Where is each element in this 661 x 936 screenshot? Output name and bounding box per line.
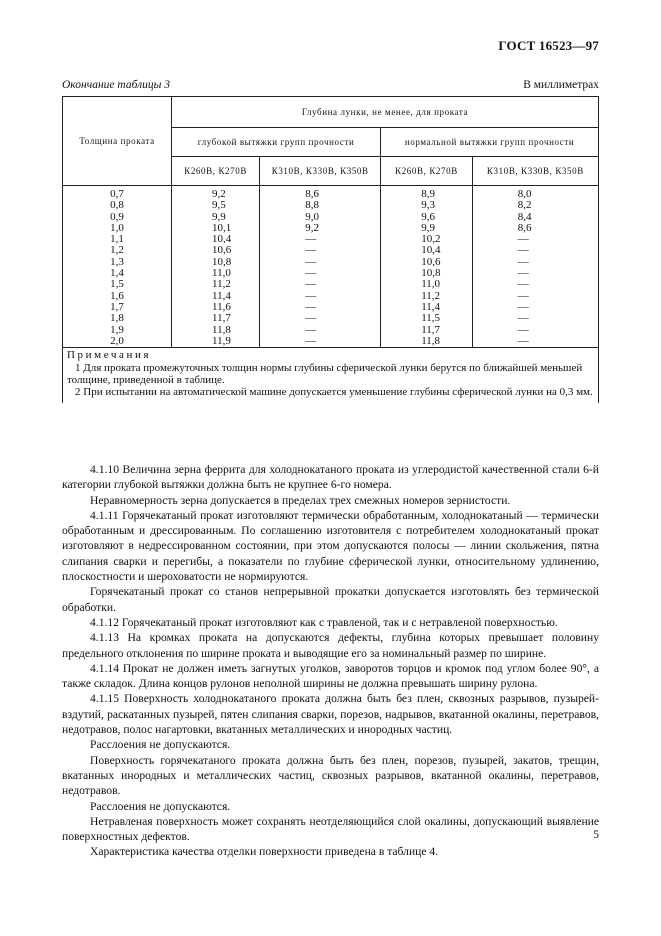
table-cell: 9,5: [212, 199, 226, 212]
table-cell: —: [305, 323, 317, 336]
note-1: 1 Для проката промежуточных толщин нормы глубины сферической лунки берутся по ближайшей меньшей толщине, приведенной в таблице.: [67, 362, 583, 386]
table-cell: —: [305, 267, 317, 280]
table-cell: 9,2: [305, 221, 319, 234]
column-deep-k310: [260, 186, 381, 348]
header-thickness: Толщина проката: [63, 97, 172, 186]
table-cell: 11,4: [212, 289, 231, 302]
table-cell: 1,3: [110, 255, 124, 268]
table-3: [62, 96, 599, 403]
table-cell: 9,2: [212, 188, 226, 200]
table-cell: 11,2: [212, 278, 231, 291]
paragraph: 4.1.14 Прокат не должен иметь загнутых уголков, заворотов торцов и кромок под углом более 90°, а также складок. Длина концов рулонов неполной ширины не должна превышать ширину рулона.: [62, 661, 599, 691]
note-2: 2 При испытании на автоматической машине допускается уменьшение глубины сферической лунки на 0,3 мм.: [75, 386, 593, 399]
table-cell: 8,6: [305, 188, 319, 200]
paragraph: Расслоения не допускаются.: [90, 799, 231, 813]
table-cell: —: [517, 267, 529, 280]
table-cell: —: [517, 244, 529, 257]
column-normal-k310: [472, 186, 598, 348]
standard-header: ГОСТ 16523—97: [498, 38, 599, 53]
table-cell: 0,8: [110, 199, 124, 212]
table-cell: 8,9: [421, 188, 435, 200]
table-cell: 8,0: [517, 188, 532, 200]
body-text: [62, 462, 599, 860]
table-cell: 1,4: [110, 267, 124, 280]
table-cell: 1,8: [110, 312, 124, 325]
table-notes: [63, 348, 599, 404]
table-cell: 11,0: [212, 267, 231, 280]
table-cell: —: [305, 244, 317, 257]
table-cell: —: [305, 278, 317, 291]
paragraph: 4.1.10 Величина зерна феррита для холоднокатаного проката из углеродистой качественной стали 6-й категории глубокой вытяжки должна быть не крупнее 6-го номера.: [62, 463, 599, 492]
subheader-normal-k260: К260В, К270В: [381, 157, 473, 186]
table-cell: 10,6: [212, 244, 232, 257]
table-cell: —: [517, 278, 529, 291]
notes-title: Примечания: [67, 349, 152, 362]
table-cell: 10,1: [212, 221, 232, 234]
column-thickness: [63, 186, 172, 348]
table-cell: 1,6: [110, 289, 124, 302]
table-cell: —: [517, 233, 529, 246]
page-number: 5: [593, 829, 599, 841]
table-cell: —: [305, 300, 317, 313]
header-depth: Глубина лунки, не менее, для проката: [172, 97, 599, 128]
table-cell: 0,9: [110, 210, 124, 223]
paragraph: Неравномерность зерна допускается в пределах трех смежных номеров зернистости.: [90, 493, 511, 507]
subheader-deep-k260: К260В, К270В: [172, 157, 260, 186]
table-cell: —: [517, 323, 529, 336]
table-cell: 11,4: [421, 300, 441, 313]
table-cell: 8,2: [517, 199, 532, 212]
column-deep-k260: [172, 186, 260, 348]
paragraph: 4.1.12 Горячекатаный прокат изготовляют как с травленой, так и с нетравленой поверхностью.: [90, 615, 558, 629]
table-units: В миллиметрах: [523, 79, 599, 91]
table-cell: —: [517, 300, 529, 313]
paragraph: 4.1.11 Горячекатаный прокат изготовляют термически обработанным, холоднокатаный — термически обработанным и дрессированным. По соглашению изготовителя с потребителем холоднокатаный прокат изготовляют в недрессированном состоянии, при этом допускаются полосы — линии скольжения, пятна слипания сварки и перегибы, а показатели по глубине сферической лунки, относительному удлинению, плоскостности и шероховатости не нормируются.: [62, 508, 599, 584]
header-deep-draw: глубокой вытяжки групп прочности: [172, 128, 381, 157]
table-cell: 10,2: [421, 233, 441, 246]
table-cell: —: [305, 334, 317, 347]
table-cell: —: [305, 289, 317, 302]
table-cell: 9,0: [305, 210, 319, 223]
subheader-normal-k310: К310В, К330В, К350В: [472, 157, 598, 186]
table-cell: 10,4: [421, 244, 441, 257]
table-cell: 11,5: [421, 312, 441, 325]
table-cell: 8,8: [305, 199, 319, 212]
table-cell: 1,0: [110, 221, 124, 234]
table-cell: —: [517, 255, 529, 268]
paragraph: 4.1.15 Поверхность холоднокатаного проката должна быть без плен, сквозных разрывов, пузырей-вздутий, раскатанных пузырей, пятен слипания сварки, порезов, надрывов, вкатанной окалины, перетравов, недотравов, полос нагартовки, вкатанных металлических и инородных частиц.: [62, 692, 599, 737]
subheader-deep-k310: К310В, К330В, К350В: [260, 157, 381, 186]
table-cell: 11,9: [212, 334, 231, 347]
table-cell: 2,0: [110, 334, 124, 347]
table-cell: 8,4: [517, 210, 532, 223]
table-cell: 1,2: [110, 244, 124, 257]
table-cell: 10,6: [421, 255, 441, 268]
header-normal-draw: нормальной вытяжки групп прочности: [381, 128, 599, 157]
table-cell: 11,8: [421, 334, 441, 347]
table-cell: 10,8: [212, 255, 232, 268]
table-cell: —: [305, 255, 317, 268]
table-cell: 1,9: [110, 323, 124, 336]
table-cell: 9,9: [212, 210, 226, 223]
table-cell: 1,7: [110, 300, 124, 313]
paragraph: Нетравленая поверхность может сохранять неотделяющийся слой окалины, допускающий выявление поверхностных дефектов.: [62, 814, 599, 844]
paragraph: Поверхность горячекатаного проката должна быть без плен, порезов, пузырей, закатов, трещин, вкатанных инородных и металлических частиц, сквозных разрывов, вкатанной окалины, перетравов, недотравов.: [62, 753, 599, 798]
column-normal-k260: [381, 186, 473, 348]
table-cell: 10,8: [421, 267, 441, 280]
table-cell: 11,8: [212, 323, 231, 336]
table-caption: Окончание таблицы 3: [62, 79, 170, 91]
table-cell: 11,7: [421, 323, 441, 336]
table-cell: 9,9: [421, 221, 435, 234]
table-cell: 11,2: [421, 289, 441, 302]
table-cell: 11,6: [212, 300, 231, 313]
table-cell: 10,4: [212, 233, 232, 246]
table-cell: 0,7: [110, 188, 124, 200]
table-cell: —: [305, 233, 317, 246]
paragraph: Горячекатаный прокат со станов непрерывной прокатки допускается изготовлять без термической обработки.: [62, 585, 599, 614]
paragraph: 4.1.13 На кромках проката на допускаются дефекты, глубина которых превышает половину предельного отклонения по ширине проката и выводящие его за номинальный размер по ширине.: [62, 631, 599, 660]
paragraph: Расслоения не допускаются.: [90, 738, 231, 752]
table-cell: —: [517, 334, 529, 347]
table-cell: 1,1: [110, 233, 124, 246]
table-cell: 11,7: [212, 312, 231, 325]
table-cell: 8,6: [517, 221, 532, 234]
table-cell: 9,6: [421, 210, 435, 223]
paragraph: Характеристика качества отделки поверхности приведена в таблице 4.: [90, 845, 439, 859]
table-cell: 9,3: [421, 199, 435, 212]
table-cell: —: [517, 312, 529, 325]
table-cell: 11,0: [421, 278, 441, 291]
table-cell: —: [305, 312, 317, 325]
table-cell: —: [517, 289, 529, 302]
table-cell: 1,5: [110, 278, 124, 291]
